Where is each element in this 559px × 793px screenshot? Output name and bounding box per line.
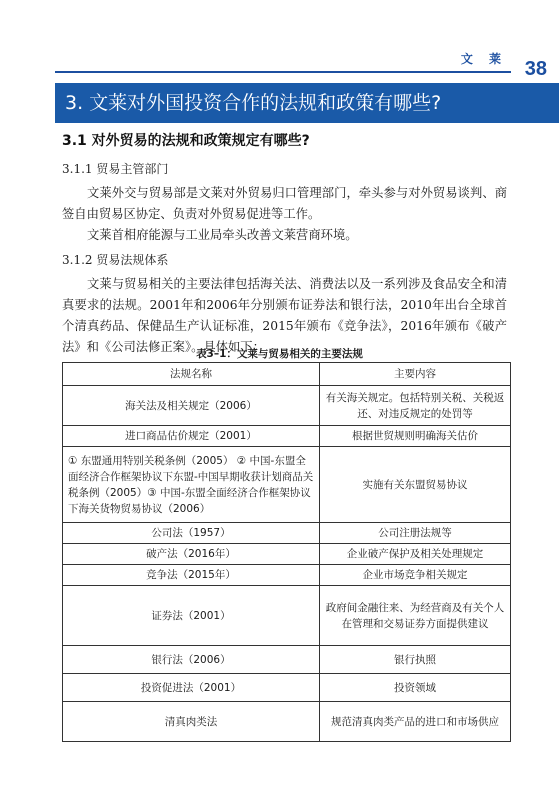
table-row (63, 586, 511, 646)
column-header-main-content: 主要内容 (320, 363, 511, 386)
subsection-heading-trade-law-system: 3.1.2 贸易法规体系 (62, 253, 169, 267)
section-heading: 3.1 对外贸易的法规和政策规定有哪些? (62, 133, 310, 149)
law-content-cell: 政府间金融往来、为经营商及有关个人在管理和交易证券方面提供建议 (320, 586, 511, 646)
law-name-cell: 海关法及相关规定（2006） (63, 386, 320, 426)
law-content-cell: 有关海关规定。包括特别关税、关税返还、对违反规定的处罚等 (320, 386, 511, 426)
law-name-cell: 证券法（2001） (63, 586, 320, 646)
law-content-cell: 企业市场竞争相关规定 (320, 565, 511, 586)
table-row (63, 646, 511, 674)
law-name-cell: ① 东盟通用特别关税条例（2005） ② 中国-东盟全面经济合作框架协议下东盟-中国早期收获计划商品关税条例（2005）③ 中国-东盟全面经济合作框架协议下海关货物贸易协议（2006） (63, 447, 320, 523)
table-row (63, 426, 511, 447)
law-name-cell: 公司法（1957） (63, 523, 320, 544)
law-name-cell: 清真肉类法 (63, 702, 320, 742)
table-row (63, 447, 511, 523)
paragraph: 文莱首相府能源与工业局牵头改善文莱营商环境。 (87, 228, 358, 242)
table-caption: 表3–1：文莱与贸易相关的主要法规 (196, 348, 363, 360)
table-row (63, 702, 511, 742)
law-name-cell: 破产法（2016年） (63, 544, 320, 565)
law-content-cell: 投资领域 (320, 674, 511, 702)
paragraph: 文莱外交与贸易部是文莱对外贸易归口管理部门，牵头参与对外贸易谈判、商签自由贸易区协定、负责对外贸易促进等工作。 (62, 186, 507, 221)
law-name-cell: 竞争法（2015年） (63, 565, 320, 586)
paragraph: 文莱与贸易相关的主要法律包括海关法、消费法以及一系列涉及食品安全和清真要求的法规。2001年和2006年分别颁布证券法和银行法，2010年出台全球首个清真药品、保健品生产认证标准，2015年颁布《竞争法》，2016年颁布《破产法》和《公司法修正案》。具体如下： (62, 277, 507, 354)
law-name-cell: 进口商品估价规定（2001） (63, 426, 320, 447)
law-name-cell: 投资促进法（2001） (63, 674, 320, 702)
law-content-cell: 实施有关东盟贸易协议 (320, 447, 511, 523)
law-content-cell: 规范清真肉类产品的进口和市场供应 (320, 702, 511, 742)
table-header-row (63, 363, 511, 386)
law-content-cell: 企业破产保护及相关处理规定 (320, 544, 511, 565)
table-row (63, 565, 511, 586)
header-section-label: 文 莱 (460, 52, 507, 66)
table-row (63, 386, 511, 426)
header-rule (55, 71, 511, 73)
table-row (63, 674, 511, 702)
page-number: 38 (524, 58, 547, 80)
law-content-cell: 银行执照 (320, 646, 511, 674)
table-row (63, 523, 511, 544)
subsection-heading-trade-authority: 3.1.1 贸易主管部门 (62, 162, 169, 176)
law-name-cell: 银行法（2006） (63, 646, 320, 674)
table-row (63, 544, 511, 565)
laws-table (62, 362, 511, 742)
chapter-title: 3. 文莱对外国投资合作的法规和政策有哪些? (55, 83, 559, 123)
law-content-cell: 根据世贸规则明确海关估价 (320, 426, 511, 447)
column-header-law-name: 法规名称 (63, 363, 320, 386)
law-content-cell: 公司注册法规等 (320, 523, 511, 544)
